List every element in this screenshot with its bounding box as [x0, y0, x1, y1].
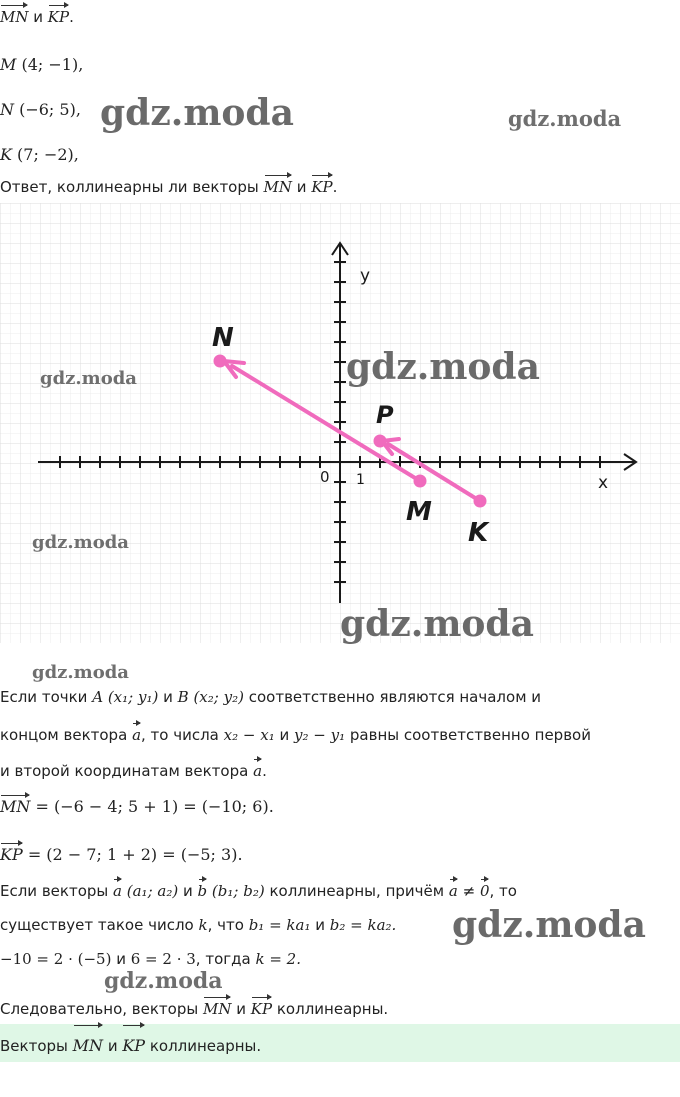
point-m-dot — [414, 475, 427, 488]
conjunction: и — [296, 178, 307, 196]
vector-mn: MN — [73, 1024, 103, 1066]
label-k: K — [468, 518, 489, 548]
text: Векторы — [0, 1037, 68, 1055]
coordinate-graph — [0, 203, 680, 643]
watermark: gdz.moda — [40, 368, 137, 389]
point-n — [0, 99, 81, 121]
watermark: gdz.moda — [100, 92, 294, 134]
math: y₂ − y₁ — [294, 726, 346, 744]
text: Если векторы — [0, 882, 109, 900]
point-name: M — [0, 55, 17, 74]
math: (x₂; y₂) — [193, 688, 244, 706]
unit-label: 1 — [356, 472, 365, 488]
watermark: gdz.moda — [32, 662, 129, 683]
check-line — [0, 948, 301, 970]
math: = (2 − 7; 1 + 2) = (−5; 3). — [27, 845, 243, 864]
text: , что — [207, 916, 244, 934]
math: 6 = 2 · 3 — [130, 950, 196, 968]
vector-kp: KP — [0, 842, 23, 866]
point-coords: (−6; 5), — [19, 100, 81, 119]
text: Если точки — [0, 688, 88, 706]
vector-kp: KP — [311, 174, 332, 198]
watermark: gdz.moda — [104, 968, 223, 994]
vector-mn: MN — [0, 794, 30, 818]
text: , то числа — [141, 726, 219, 744]
vector-kp: KP — [122, 1024, 145, 1066]
conclusion-line — [0, 996, 388, 1020]
math: x₂ − x₁ — [223, 726, 275, 744]
vector-b: b — [198, 878, 208, 902]
question-line — [0, 174, 337, 198]
punct: . — [262, 762, 267, 780]
text: коллинеарны. — [149, 1037, 262, 1055]
math: B — [177, 688, 189, 706]
text: Следовательно, векторы — [0, 1000, 199, 1018]
math: = (−6 − 4; 5 + 1) = (−10; 6). — [35, 797, 274, 816]
text: коллинеарны, причём — [269, 882, 445, 900]
text: и — [315, 916, 325, 934]
point-name: N — [0, 100, 14, 119]
punct: . — [69, 8, 74, 26]
math: A — [92, 688, 104, 706]
text: , тогда — [195, 950, 251, 968]
vector-mn: MN — [0, 4, 28, 28]
text: концом вектора — [0, 726, 128, 744]
axis-x-label: x — [598, 473, 609, 493]
vector-kp: KP — [251, 996, 272, 1020]
rule-line-3 — [0, 758, 267, 782]
vector-mn: MN — [203, 996, 231, 1020]
watermark: gdz.moda — [508, 106, 622, 131]
axis-y-label: y — [360, 266, 371, 286]
point-k — [0, 144, 79, 166]
watermark: gdz.moda — [346, 346, 540, 388]
header-vectors-line — [0, 4, 74, 28]
point-m — [0, 54, 83, 76]
math: b₁ = ka₁ — [248, 916, 311, 934]
text: и — [183, 882, 193, 900]
math: k — [198, 916, 208, 934]
rule-line-4 — [0, 878, 517, 902]
vector-kp: KP — [48, 4, 69, 28]
point-name: K — [0, 145, 12, 164]
math: −10 = 2 · (−5) — [0, 950, 112, 968]
watermark: gdz.moda — [452, 904, 646, 946]
watermark: gdz.moda — [32, 532, 129, 553]
vector-a: a — [449, 878, 458, 902]
label-p: P — [376, 401, 394, 429]
label-m: M — [406, 497, 432, 527]
text: и — [279, 726, 290, 744]
math: ≠ — [462, 882, 476, 900]
point-coords: (7; −2), — [17, 145, 79, 164]
text: соответственно являются началом и — [248, 688, 542, 706]
answer-box — [0, 1024, 680, 1062]
point-coords: (4; −1), — [21, 55, 84, 74]
origin-label: 0 — [320, 468, 330, 486]
text: и второй координатам вектора — [0, 762, 249, 780]
math: b₂ = ka₂. — [329, 916, 397, 934]
vector-mn: MN — [264, 174, 292, 198]
label-n: N — [212, 323, 234, 353]
calc-kp — [0, 842, 243, 866]
vector-a: a — [132, 722, 141, 746]
question-text: Ответ, коллинеарны ли векторы — [0, 178, 259, 196]
vector-zero: 0 — [480, 878, 490, 902]
rule-line-1 — [0, 686, 541, 708]
math: (b₁; b₂) — [211, 882, 265, 900]
rule-line-5 — [0, 914, 396, 936]
point-p-dot — [374, 435, 387, 448]
text: существует такое число — [0, 916, 194, 934]
text: коллинеарны. — [276, 1000, 389, 1018]
text: и — [236, 1000, 246, 1018]
conjunction: и — [33, 8, 44, 26]
text: и — [107, 1037, 118, 1055]
point-k-dot — [474, 495, 487, 508]
text: и — [163, 688, 173, 706]
calc-mn — [0, 794, 274, 818]
text: равны соответственно первой — [349, 726, 591, 744]
text: , то — [489, 882, 517, 900]
vector-a: a — [253, 758, 262, 782]
rule-line-2 — [0, 722, 591, 746]
math: (a₁; a₂) — [126, 882, 179, 900]
math: (x₁; y₁) — [107, 688, 159, 706]
point-n-dot — [214, 355, 227, 368]
watermark: gdz.moda — [340, 603, 534, 645]
vector-a: a — [113, 878, 122, 902]
math: k = 2. — [255, 950, 301, 968]
text: и — [116, 950, 126, 968]
punct: . — [332, 178, 338, 196]
